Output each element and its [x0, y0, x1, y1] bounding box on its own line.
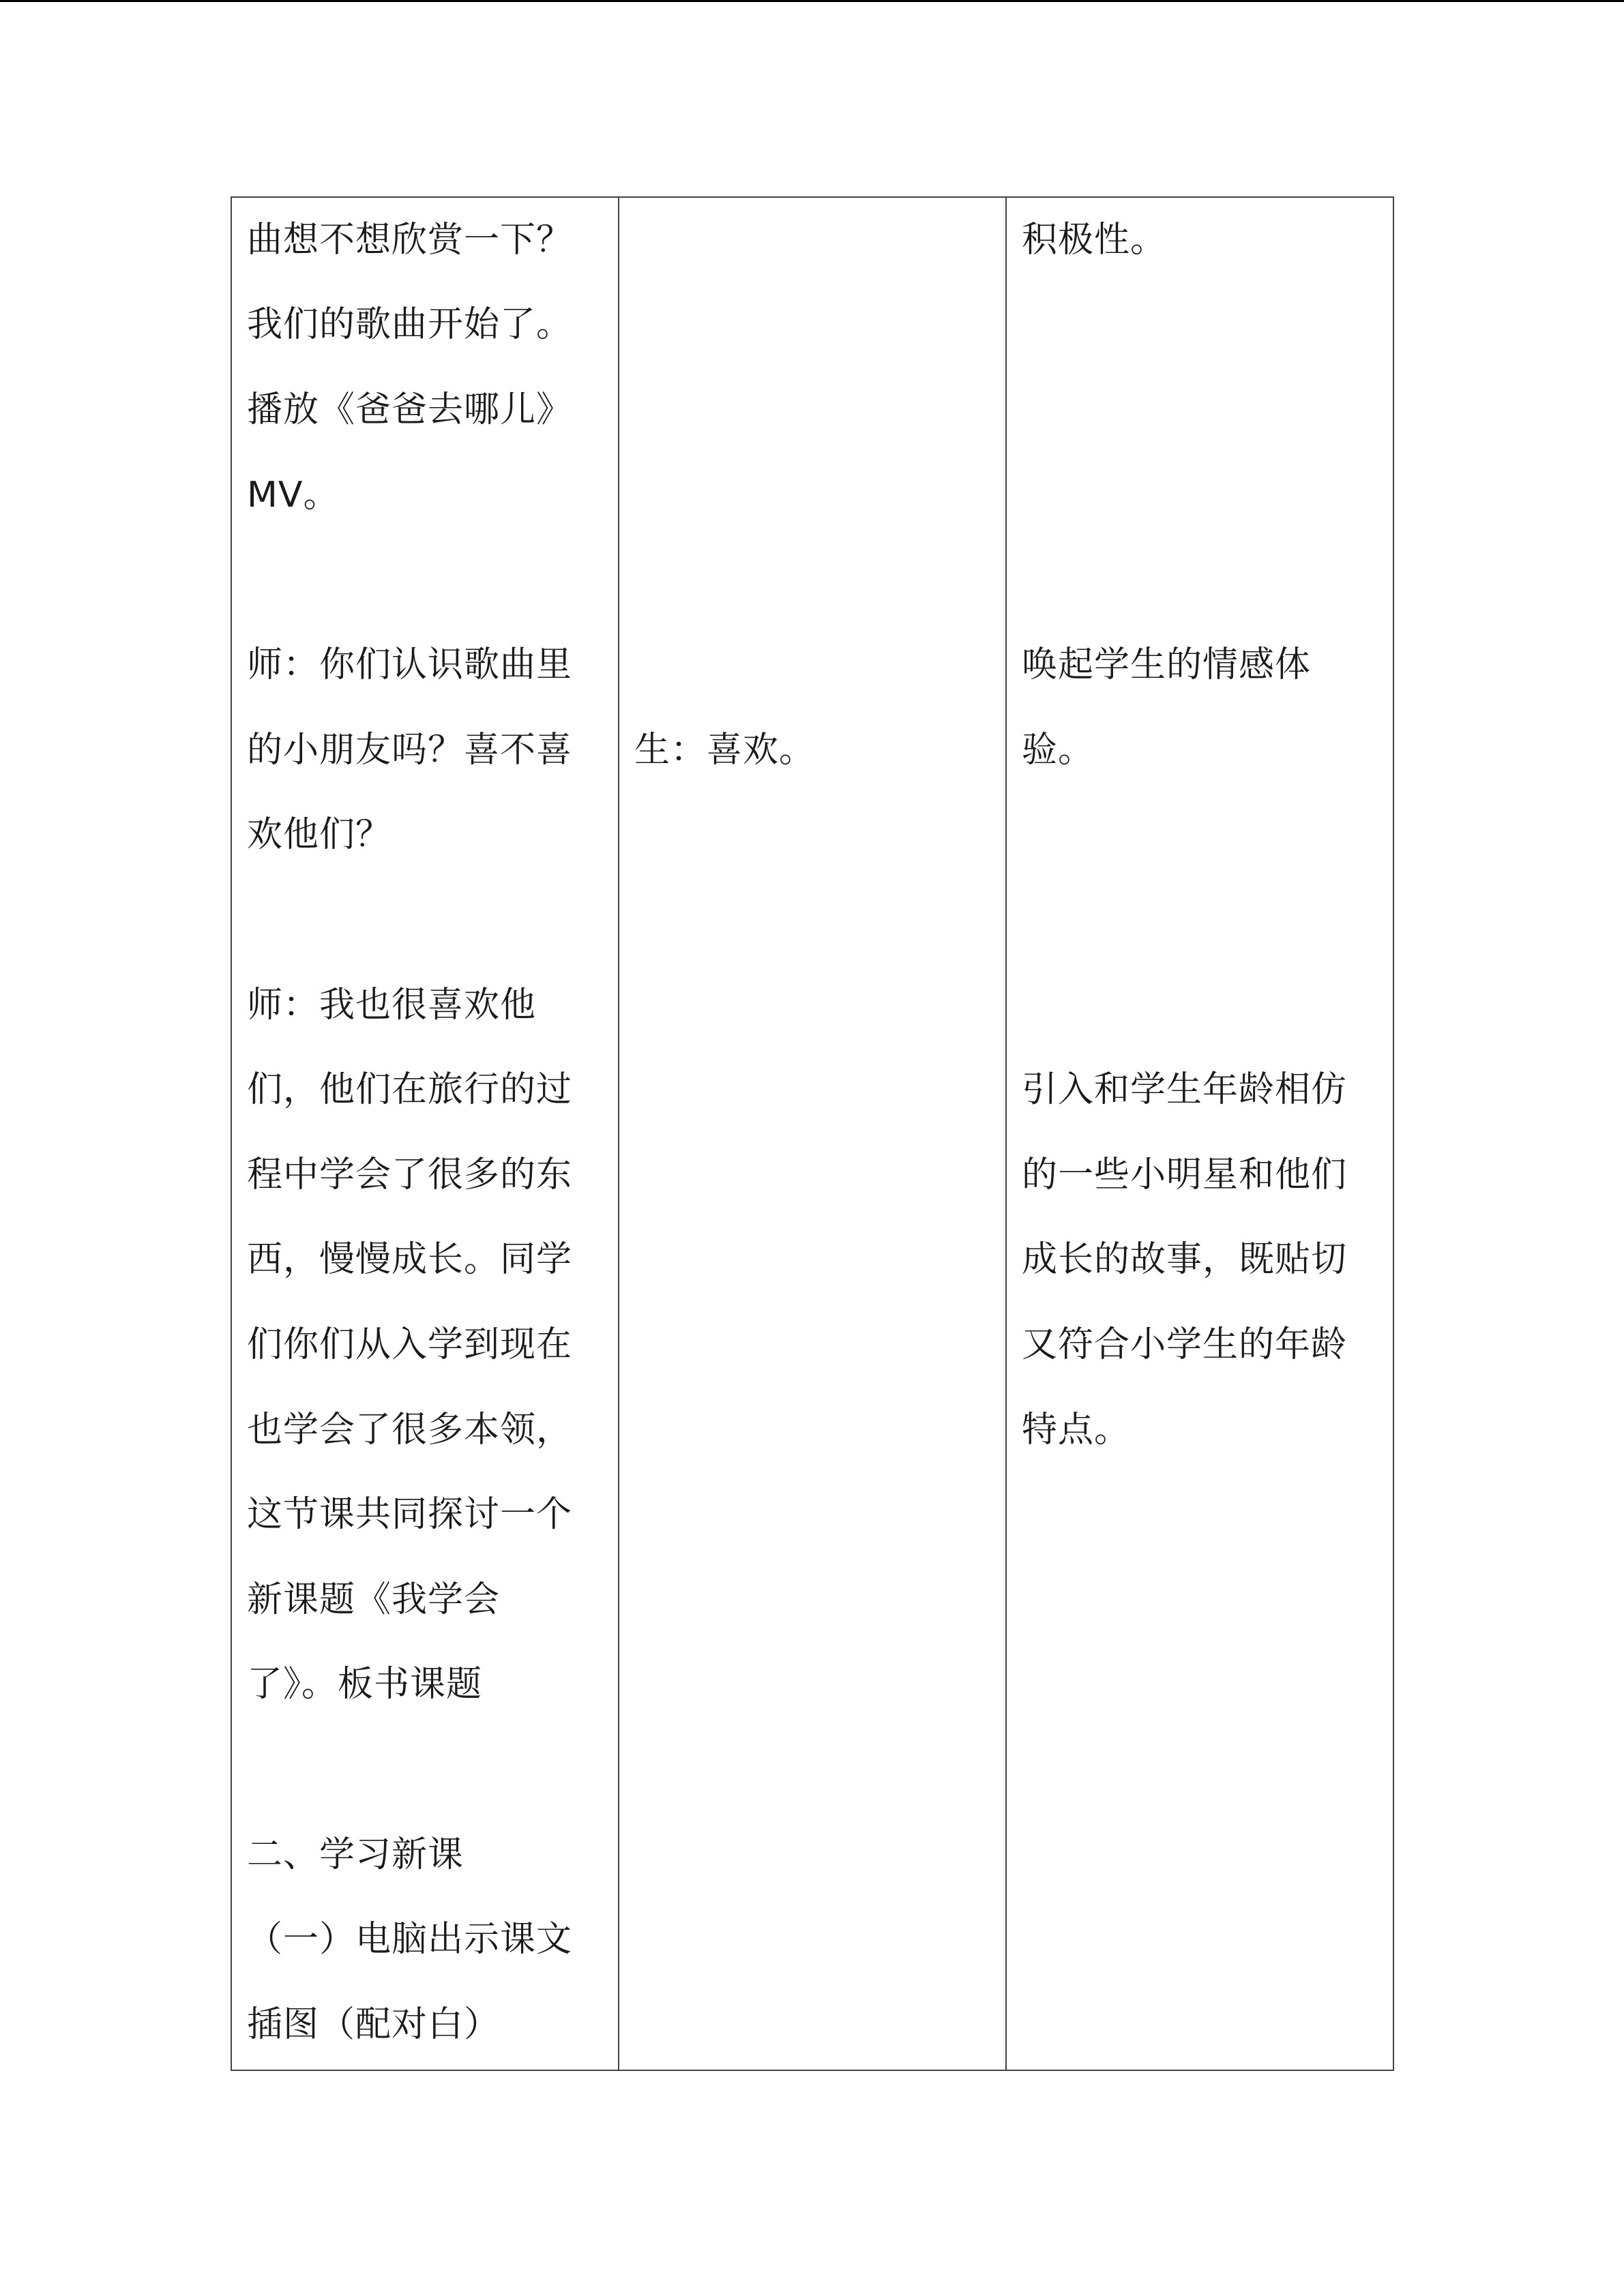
teacher-text-line: 的小朋友吗？喜不喜 [247, 730, 573, 771]
intent-text-line: 的一些小明星和他们 [1022, 1154, 1348, 1195]
teacher-text-line: 师：我也很喜欢他 [247, 985, 537, 1026]
table-row [231, 197, 1393, 2070]
teacher-activity-cell [231, 197, 619, 2070]
design-intent-cell [1006, 197, 1393, 2070]
section-heading: 二、学习新课 [247, 1834, 464, 1875]
intent-text-line: 验。 [1022, 730, 1095, 771]
lesson-plan-table [231, 196, 1394, 2071]
student-activity-cell [619, 197, 1006, 2070]
teacher-text-line: 们，他们在旅行的过 [247, 1069, 573, 1110]
teacher-text-line: 这节课共同探讨一个 [247, 1494, 573, 1535]
intent-text-line: 特点。 [1022, 1410, 1131, 1450]
teacher-text-line: 也学会了很多本领， [247, 1410, 573, 1450]
page-top-rule [0, 0, 1624, 2]
student-text-line: 生：喜欢。 [634, 730, 816, 771]
teacher-text-line: （一）电脑出示课文 [247, 1919, 573, 1960]
intent-text-line: 积极性。 [1022, 220, 1167, 260]
intent-text-line: 又符合小学生的年龄 [1022, 1324, 1348, 1365]
teacher-text-line: 们你们从入学到现在 [247, 1324, 573, 1365]
teacher-text-line: 播放《爸爸去哪儿》 [247, 389, 573, 430]
intent-text-line: 引入和学生年龄相仿 [1022, 1069, 1348, 1110]
intent-text-line: 唤起学生的情感体 [1022, 644, 1312, 685]
teacher-text-line: 插图（配对白） [247, 2004, 501, 2045]
intent-text-line: 成长的故事，既贴切 [1022, 1239, 1348, 1280]
teacher-text-line: 西，慢慢成长。同学 [247, 1239, 573, 1280]
teacher-text-line: 欢他们？ [247, 814, 392, 855]
teacher-text-line: 我们的歌曲开始了。 [247, 304, 573, 345]
teacher-text-line: 师：你们认识歌曲里 [247, 644, 573, 685]
teacher-text-line: 程中学会了很多的东 [247, 1154, 573, 1195]
teacher-text-line: 新课题《我学会 [247, 1579, 501, 1620]
teacher-text-line: 了》。板书课题 [247, 1664, 483, 1705]
teacher-text-line: MV。 [247, 475, 340, 516]
teacher-text-line: 曲想不想欣赏一下？ [247, 220, 573, 260]
